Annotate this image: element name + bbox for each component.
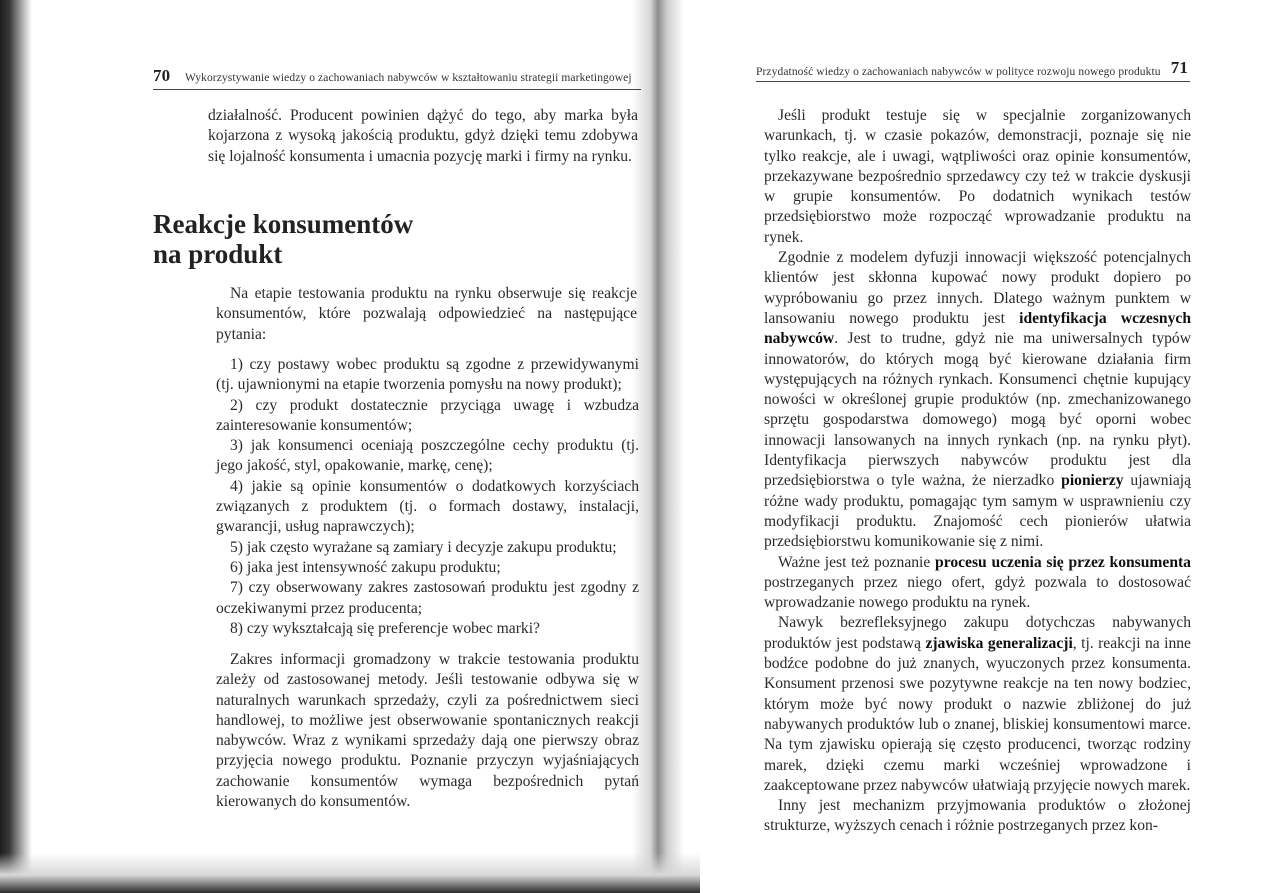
lead-text: Na etapie testowania produktu na rynku obserwuje się reakcje konsumentów, które pozwalają odpowiedzieć na następujące pytania:	[216, 285, 637, 343]
left-page-number: 70	[153, 66, 171, 85]
right-header-title: Przydatność wiedzy o zachowaniach nabywców w polityce rozwoju nowego produktu	[756, 66, 1161, 78]
question-item: 4) jakie są opinie konsumentów o dodatkowych korzyściach związanych z produktem (tj. o formach dostawy, instalacji, gwarancji, usług naprawczych);	[216, 477, 639, 536]
paragraph	[764, 106, 1191, 248]
book-gutter	[632, 0, 684, 893]
paragraph	[764, 796, 1191, 837]
question-item: 8) czy wykształcają się preferencje wobec marki?	[230, 619, 540, 637]
bold-term: zjawiska generalizacji	[925, 634, 1073, 652]
paragraph-text: Inny jest mechanizm przyjmowania produktów o złożonej strukturze, wyższych cenach i różnie postrzeganych przez kon-	[764, 797, 1191, 835]
left-intro-paragraph	[208, 106, 638, 167]
question-item: 2) czy produkt dostatecznie przyciąga uwagę i wzbudza zainteresowanie konsumentów;	[216, 396, 639, 434]
question-item: 6) jaka jest intensywność zakupu produktu;	[230, 558, 501, 576]
scan-shadow-left	[0, 0, 32, 893]
questions-list	[216, 355, 639, 639]
paragraph	[764, 553, 1191, 614]
question-item: 1) czy postawy wobec produktu są zgodne z przewidywanymi (tj. ujawnionymi na etapie tworzenia pomysłu na nowy produkt);	[216, 356, 639, 394]
paragraph-text: . Jest to trudne, gdyż nie ma uniwersalnych typów innowatorów, do których mogą być kierowane działania firm występujących na różnych rynkach. Konsumenci chętnie kupujący nowości w określonej grupie produktów (np. zmechanizowanego sprzętu gospodarstwa domowego) mogą być oporni wobec innowacji lansowanych na innych rynkach (np. na rynku płyt). Identyfikacja pierwszych nabywców produktu jest dla przedsiębiorstwa o tyle ważna, że nierzadko	[764, 330, 1191, 490]
paragraph-text: postrzeganych przez niego ofert, gdyż pozwala to dostosować wprowadzanie nowego produktu na rynek.	[764, 573, 1191, 612]
paragraph-text: Nawyk bezrefleksyjnego zakupu dotychczas nabywanych produktów jest podstawą	[764, 614, 1191, 652]
closing-paragraph	[216, 650, 639, 812]
question-item: 7) czy obserwowany zakres zastosowań produktu jest zgodny z oczekiwanymi przez producenta;	[216, 579, 639, 617]
intro-text: działalność. Producent powinien dążyć do tego, aby marka była kojarzona z wysoką jakością produktu, gdyż dzięki temu zdobywa się lojalność konsumenta i umacnia pozycję marki i firmy na rynku.	[208, 107, 638, 165]
section-heading-line2: na produkt	[153, 239, 283, 269]
lead-paragraph	[216, 284, 637, 345]
right-running-header	[756, 58, 1190, 82]
section-heading	[153, 209, 553, 269]
scan-shadow-bottom	[0, 853, 700, 893]
paragraph-text: Zgodnie z modelem dyfuzji innowacji większość potencjalnych klientów jest skłonna kupować nowy produkt dopiero po wypróbowaniu go przez innych. Dlatego ważnym punktem w lansowaniu nowego produktu jest	[764, 249, 1191, 327]
right-page-body	[764, 106, 1191, 837]
bold-term: pionierzy	[1061, 472, 1124, 490]
paragraph	[764, 613, 1191, 796]
paragraph-text: Ważne jest też poznanie	[778, 553, 936, 571]
bold-term: procesu uczenia się przez konsumenta	[935, 553, 1191, 571]
question-item: 3) jak konsumenci oceniają poszczególne cechy produktu (tj. jego jakość, styl, opakowanie, markę, cenę);	[216, 437, 639, 475]
paragraph	[764, 248, 1191, 552]
paragraph-text: , tj. reakcji na inne bodźce podobne do już znanych, wyuczonych przez konsumenta. Konsument przenosi swe pozytywne reakcje na ten nowy bodziec, którym może być nowy produkt o nazwie zbliżonej do już nabywanych produktów lub o znanej, bliskiej konsumentowi marce. Na tym zjawisku opierają się często producenci, tworząc rodziny marek, dzięki czemu marki wcześniej wprowadzone i zaakceptowane przez nabywców ułatwiają przyjęcie nowych marek.	[764, 634, 1191, 794]
paragraph-text: Jeśli produkt testuje się w specjalnie zorganizowanych warunkach, tj. w czasie pokazów, demonstracji, poznaje się nie tylko reakcje, ale i uwagi, wątpliwości oraz opinie konsumentów, przekazywane bezpośrednio sprzedawcy czy też w trakcie dyskusji w grupie konsumentów. Po dodatnich wynikach testów przedsiębiorstwo może rozpocząć wprowadzanie produktu na rynek.	[764, 107, 1191, 246]
question-item: 5) jak często wyrażane są zamiary i decyzje zakupu produktu;	[230, 538, 617, 556]
right-page-number: 71	[1170, 58, 1188, 77]
section-heading-line1: Reakcje konsumentów	[153, 209, 414, 239]
closing-text: Zakres informacji gromadzony w trakcie testowania produktu zależy od zastosowanej metody. Jeśli testowanie odbywa się w naturalnych warunkach sprzedaży, czyli za pośrednictwem sieci handlowej, to możliwe jest obserwowanie spontanicznych reakcji nabywców. Wraz z wynikami sprzedaży dają one pierwszy obraz przyjęcia nowego produktu. Poznanie przyczyn wyjaśniających zachowanie konsumentów wymaga bezpośrednich pytań kierowanych do konsumentów.	[216, 651, 639, 811]
left-header-title: Wykorzystywanie wiedzy o zachowaniach nabywców w kształtowaniu strategii marketingowej	[184, 72, 632, 84]
paragraph-text: ujawniają różne wady produktu, pomagając tym samym w usprawnieniu czy modyfikacji produktu. Znajomość cech pionierów ułatwia przedsiębiorstwu komunikowanie się z nimi.	[764, 472, 1192, 551]
bold-term: identyfikacja wczesnych nabywców	[764, 309, 1191, 348]
left-running-header	[153, 66, 641, 90]
